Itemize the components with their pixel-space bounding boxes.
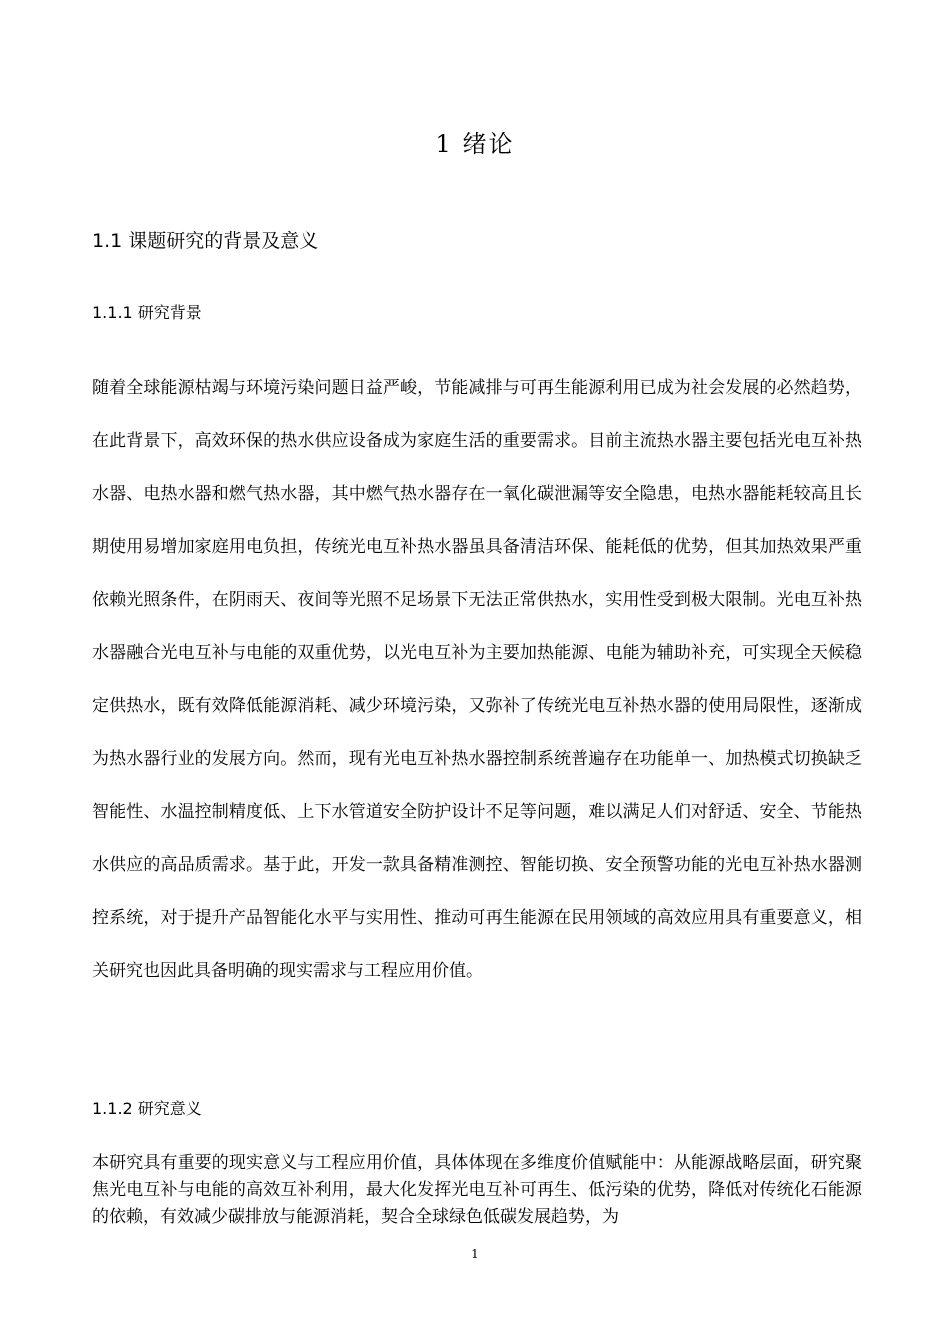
background-text-3: 热水器虽具备清洁环保、能耗低的优势，但其加热效果严重依赖光照条件，在阴雨天、夜间等光照不足场景下无法正常供热水，实用性受到极大限制。光电互补热水器融合 (92, 537, 863, 663)
background-text-1: 随着全球能源枯竭与环境污染问题日益严峻，节能减排与可再生能源利用已成为社会发展的必然趋势，在此背景下，高效环保的热水供应设备成为家庭生活的重要需求。目前主流热水器主要包括 (92, 378, 862, 451)
section-heading: 1.1 课题研究的背景及意义 (92, 230, 319, 252)
background-text-2: 热水器、电热水器和燃气热水器，其中燃气热水器存在一氧化碳泄漏等安全隐患，电热水器能耗较高且长期使用易增加家庭用电负担，传统 (92, 431, 863, 557)
background-text-6: 热水器的使用局限性，逐渐成为热水器行业的发展方向。然而，现有光电互补热水器控制系统普遍存在功能单一、加热模式切换缺乏智能性、水温控制精度低、上下水管道安全防护设计不足等问题，难以满足人们对舒适、安全、节能热水供应的高品质需求。基于此，开发一款具备精准测控、智能切换、安全预警功能的光电互补热水器测控系统，对于提升产品智能化水平与实用性、推动可再生能源在民用领域的高效应用具有重要意义，相关研究也因此具备明确的现实需求与工程应用价值。 (92, 696, 863, 981)
background-term-3: 光电互补 (160, 643, 229, 663)
background-term-4: 光电互补 (400, 643, 469, 663)
background-term-1: 光电互补 (776, 431, 846, 451)
background-paragraph (92, 362, 862, 998)
significance-paragraph: 本研究具有重要的现实意义与工程应用价值，具体体现在多维度价值赋能中：从能源战略层面，研究聚焦光电互补与电能的高效互补利用，最大化发挥光电互补可再生、低污染的优势，降低对传统化石能源的依赖，有效减少碳排放与能源消耗，契合全球绿色低碳发展趋势，为 (92, 1153, 862, 1227)
page-number: 1 (471, 1247, 479, 1261)
chapter-title: 1 绪论 (435, 130, 515, 158)
subsection-heading-background: 1.1.1 研究背景 (92, 303, 202, 322)
background-term-2: 光电互补 (348, 537, 418, 557)
subsection-heading-significance: 1.1.2 研究意义 (92, 1099, 202, 1118)
background-text-4: 与电能的双重优势，以 (228, 643, 401, 663)
background-term-5: 光电互补 (571, 696, 640, 716)
background-text-5: 为主要加热能源、电能为辅助补充，可实现全天候稳定供热水，既有效降低能源消耗、减少环境污染，又弥补了传统 (92, 643, 863, 716)
